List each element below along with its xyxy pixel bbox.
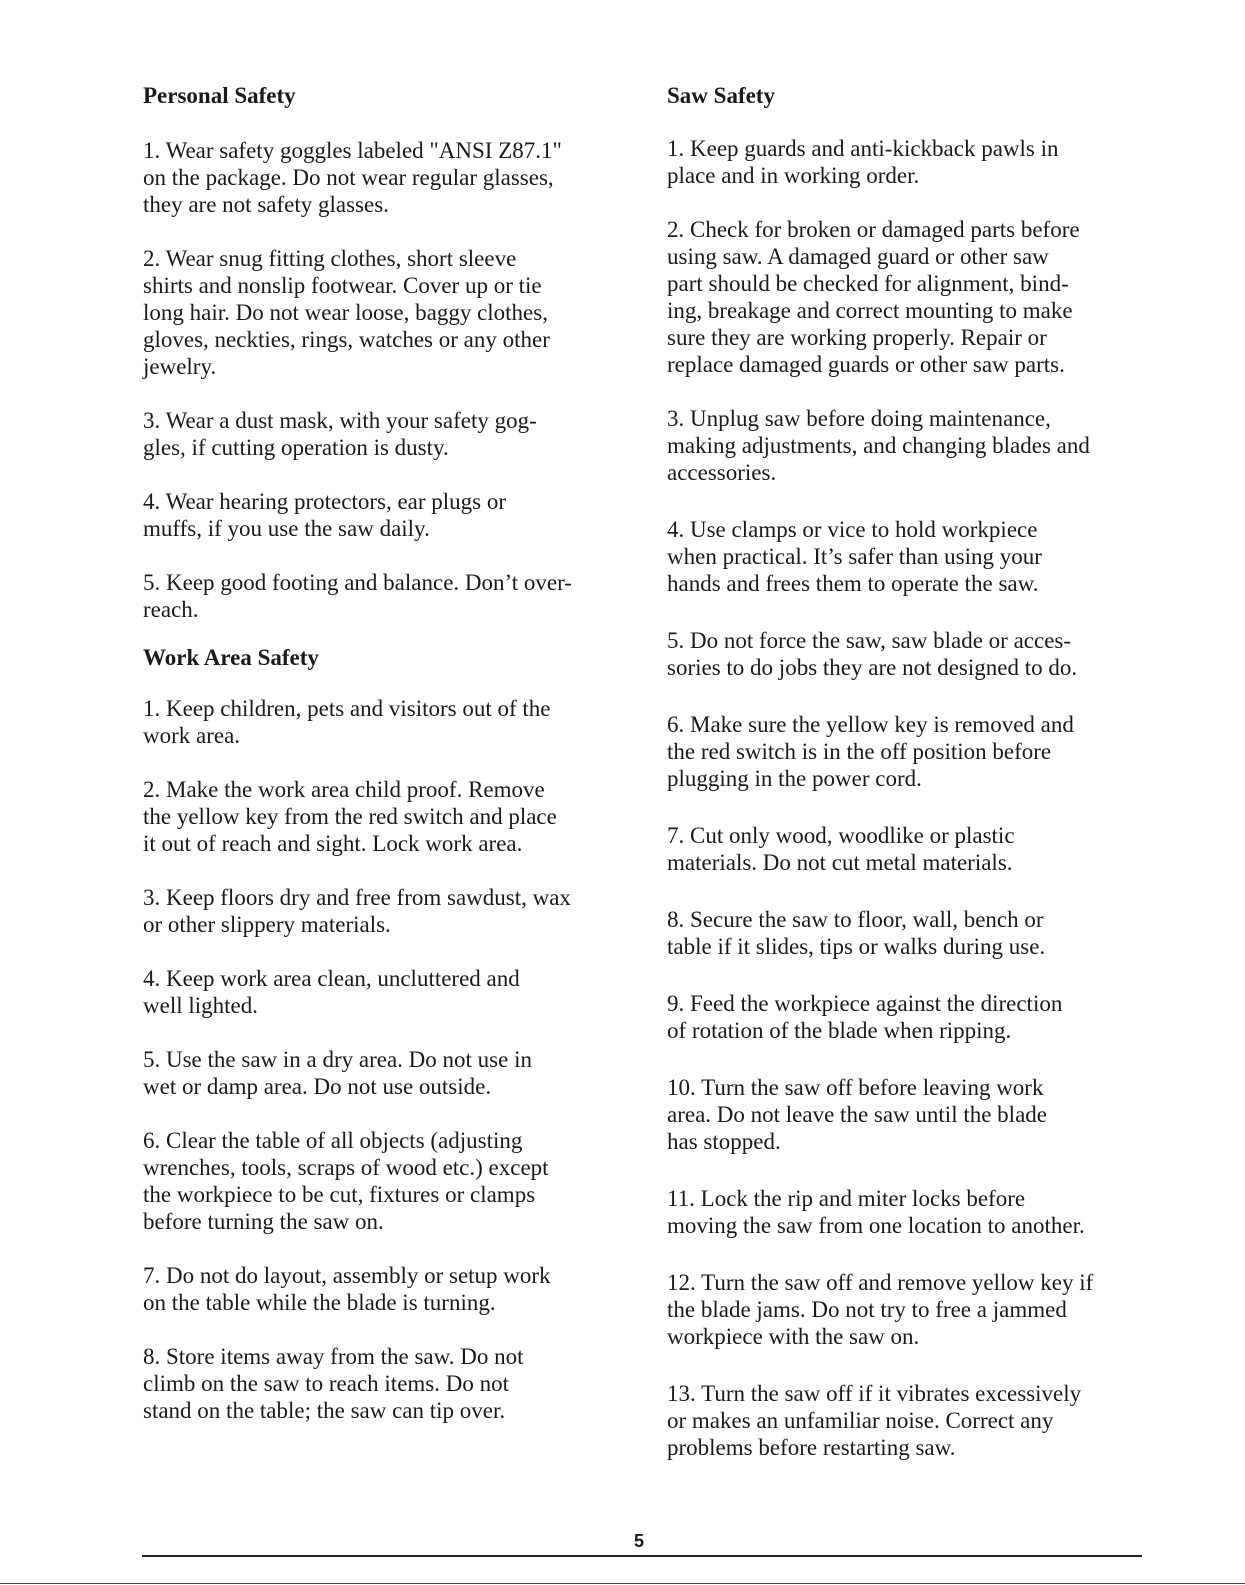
saw-safety-item-10: 10. Turn the saw off before leaving work area. Do not leave the saw until the blade has stopped. <box>667 1075 1047 1154</box>
work-area-item-8: 8. Store items away from the saw. Do not climb on the saw to reach items. Do not stand on the table; the saw can tip over. <box>143 1344 524 1423</box>
left-column <box>143 82 643 1424</box>
saw-safety-item-2: 2. Check for broken or damaged parts before using saw. A damaged guard or other saw part should be checked for alignment, bind- ing, breakage and correct mounting to make sure they are working properly. Repair or replace damaged guards or other saw parts. <box>667 217 1080 377</box>
saw-safety-item-6: 6. Make sure the yellow key is removed and the red switch is in the off position before plugging in the power cord. <box>667 712 1074 791</box>
work-area-safety-heading: Work Area Safety <box>143 645 319 670</box>
saw-safety-item-9: 9. Feed the workpiece against the direction of rotation of the blade when ripping. <box>667 991 1063 1043</box>
saw-safety-heading: Saw Safety <box>667 83 775 108</box>
saw-safety-item-8: 8. Secure the saw to floor, wall, bench or table if it slides, tips or walks during use. <box>667 907 1046 959</box>
work-area-item-7: 7. Do not do layout, assembly or setup work on the table while the blade is turning. <box>143 1263 551 1315</box>
saw-safety-item-1: 1. Keep guards and anti-kickback pawls in place and in working order. <box>667 136 1059 188</box>
personal-safety-item-3: 3. Wear a dust mask, with your safety gog- gles, if cutting operation is dusty. <box>143 408 537 460</box>
saw-safety-item-7: 7. Cut only wood, woodlike or plastic materials. Do not cut metal materials. <box>667 823 1015 875</box>
work-area-item-6: 6. Clear the table of all objects (adjusting wrenches, tools, scraps of wood etc.) except the workpiece to be cut, fixtures or clamps before turning the saw on. <box>143 1128 549 1234</box>
page-number: 5 <box>634 1531 645 1551</box>
personal-safety-item-4: 4. Wear hearing protectors, ear plugs or muffs, if you use the saw daily. <box>143 489 507 541</box>
saw-safety-item-13: 13. Turn the saw off if it vibrates excessively or makes an unfamiliar noise. Correct any problems before restarting saw. <box>667 1381 1082 1460</box>
footer-rule <box>142 1555 1142 1557</box>
personal-safety-heading: Personal Safety <box>143 83 296 108</box>
work-area-item-2: 2. Make the work area child proof. Remove the yellow key from the red switch and place it out of reach and sight. Lock work area. <box>143 777 557 856</box>
bottom-edge-rule <box>0 1583 1245 1584</box>
right-column <box>667 82 1147 1461</box>
personal-safety-item-5: 5. Keep good footing and balance. Don’t over- reach. <box>143 570 572 622</box>
saw-safety-item-3: 3. Unplug saw before doing maintenance, making adjustments, and changing blades and accessories. <box>667 406 1090 485</box>
work-area-item-4: 4. Keep work area clean, uncluttered and well lighted. <box>143 966 520 1018</box>
work-area-item-5: 5. Use the saw in a dry area. Do not use in wet or damp area. Do not use outside. <box>143 1047 532 1099</box>
saw-safety-item-4: 4. Use clamps or vice to hold workpiece when practical. It’s safer than using your hands and frees them to operate the saw. <box>667 517 1042 596</box>
saw-safety-item-12: 12. Turn the saw off and remove yellow key if the blade jams. Do not try to free a jammed workpiece with the saw on. <box>667 1270 1094 1349</box>
work-area-item-1: 1. Keep children, pets and visitors out of the work area. <box>143 696 551 748</box>
saw-safety-item-11: 11. Lock the rip and miter locks before moving the saw from one location to another. <box>667 1186 1085 1238</box>
personal-safety-item-1: 1. Wear safety goggles labeled "ANSI Z87.1" on the package. Do not wear regular glasses, they are not safety glasses. <box>143 138 562 217</box>
saw-safety-item-5: 5. Do not force the saw, saw blade or acces- sories to do jobs they are not designed to do. <box>667 628 1078 680</box>
work-area-item-3: 3. Keep floors dry and free from sawdust, wax or other slippery materials. <box>143 885 571 937</box>
personal-safety-item-2: 2. Wear snug fitting clothes, short sleeve shirts and nonslip footwear. Cover up or tie long hair. Do not wear loose, baggy clothes, gloves, neckties, rings, watches or any other jewelry. <box>143 246 550 379</box>
